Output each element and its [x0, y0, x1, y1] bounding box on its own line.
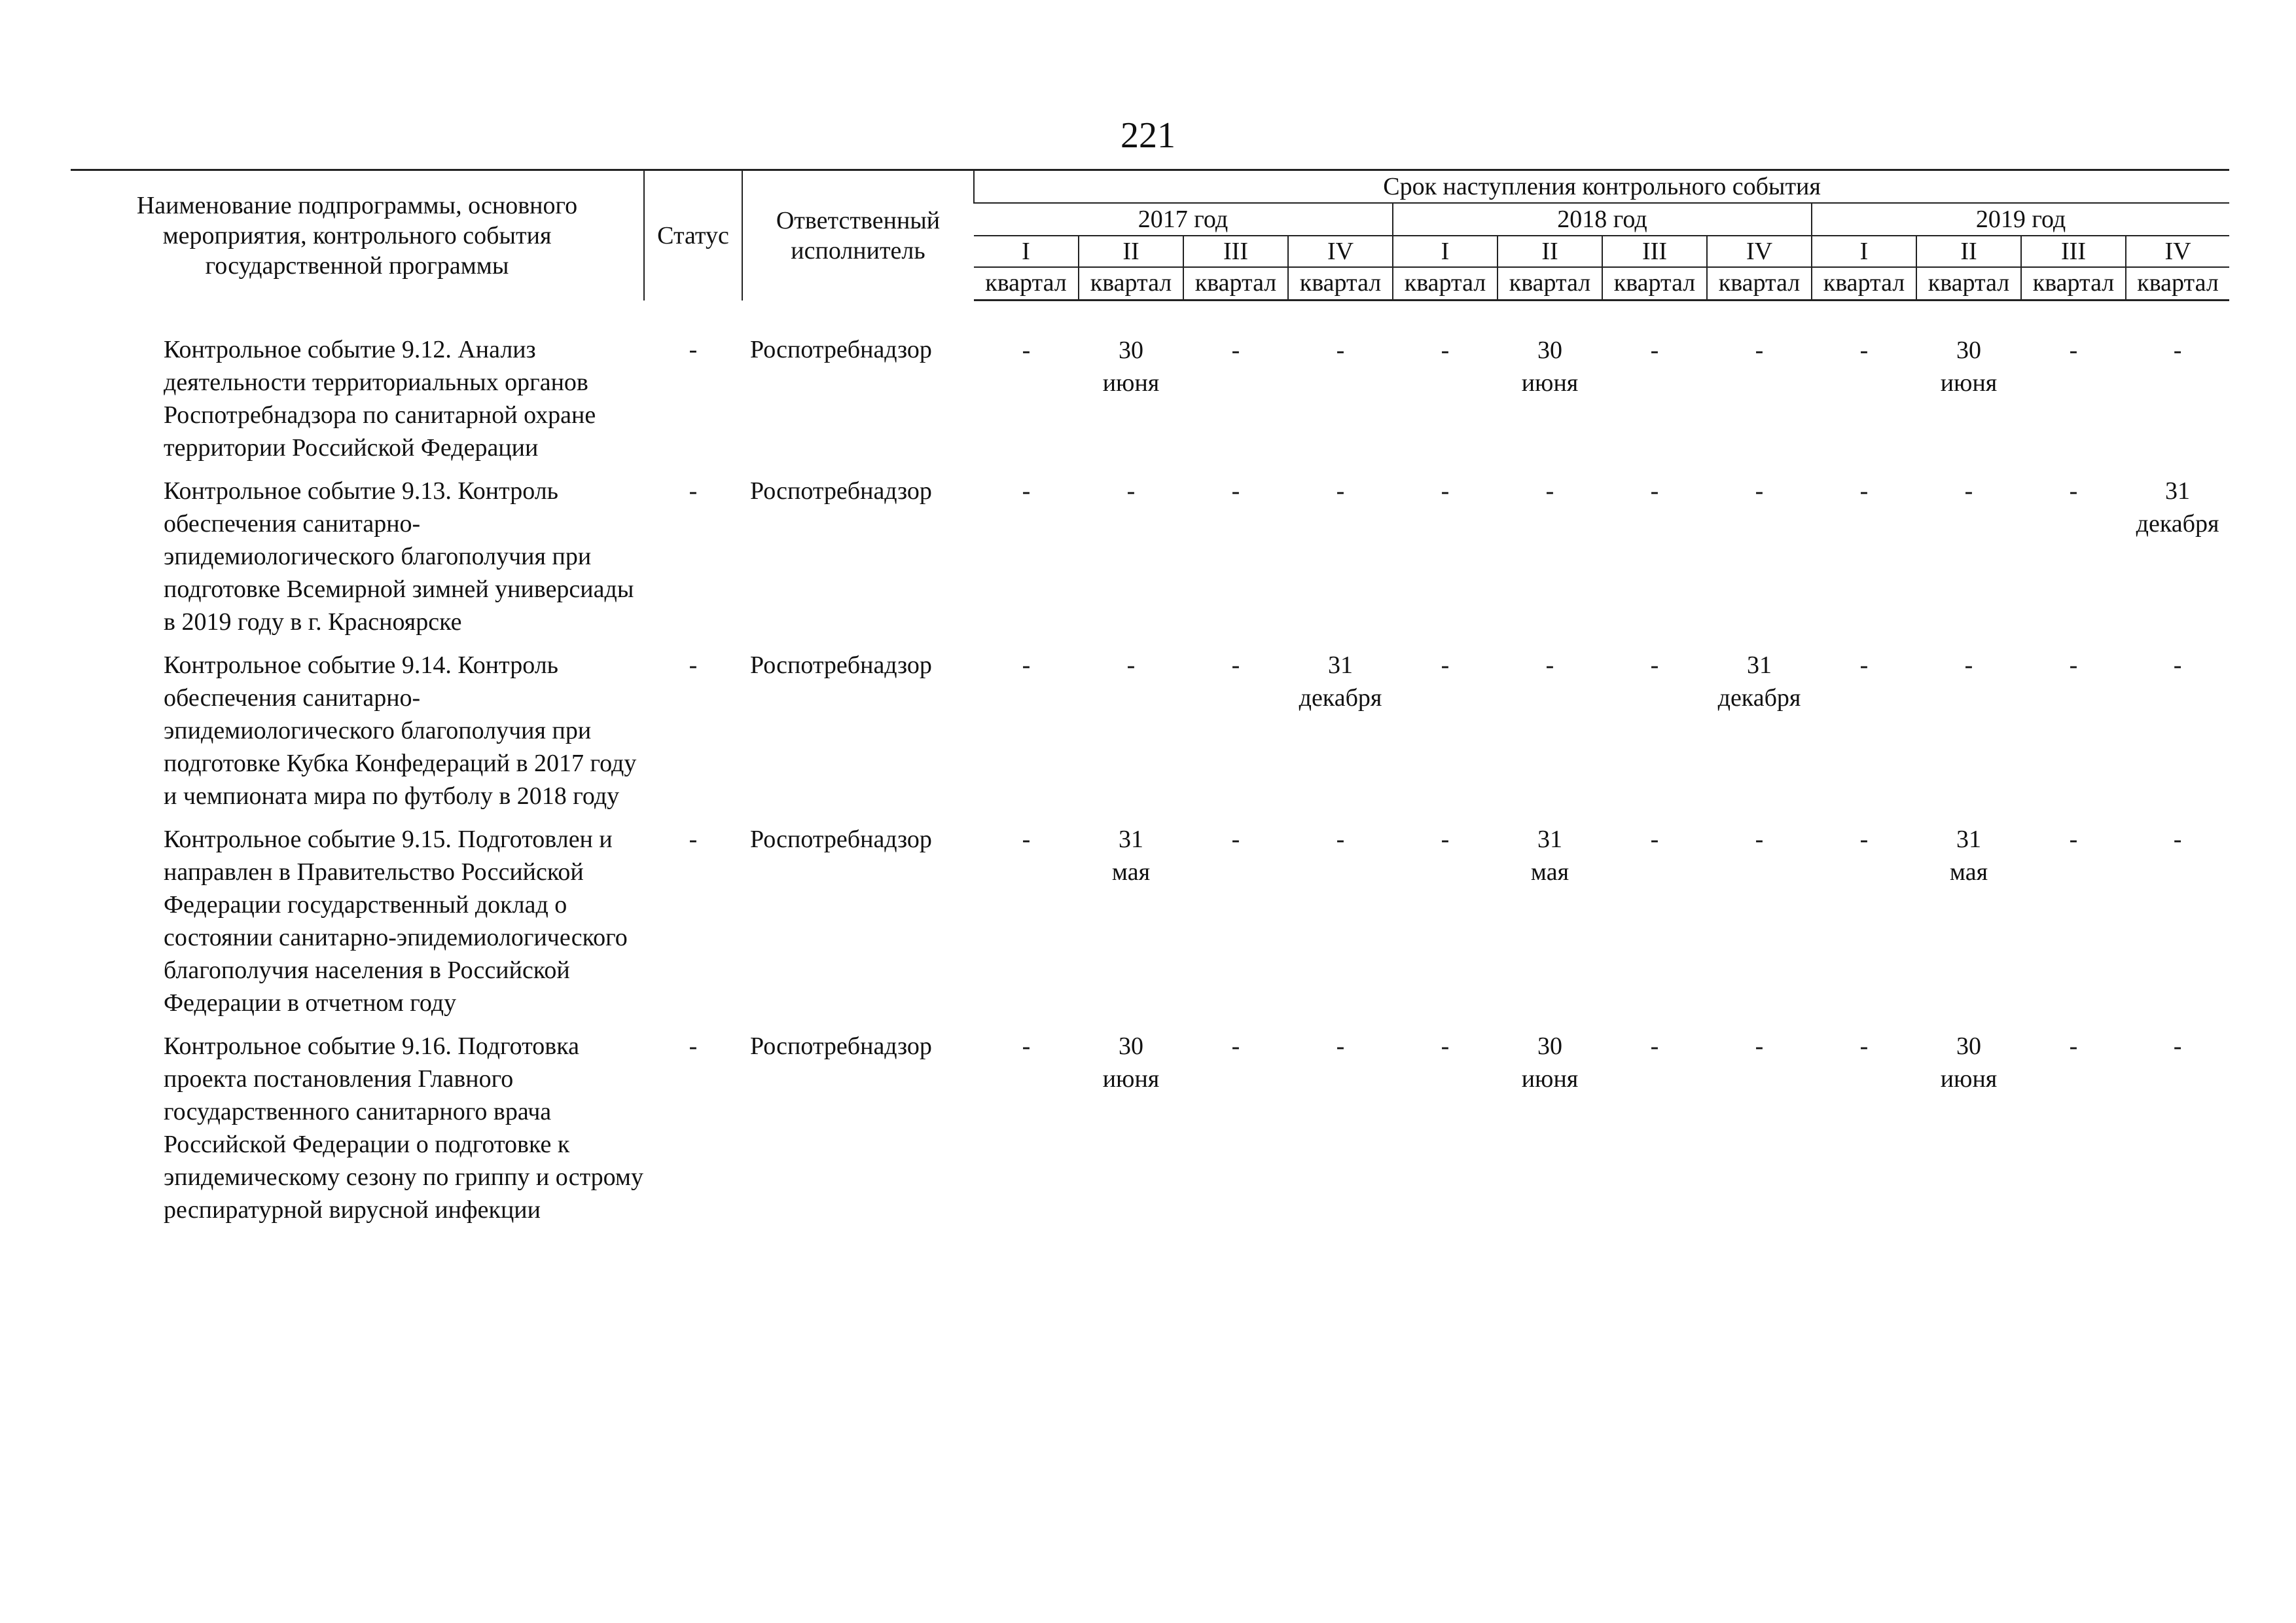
deadline-month: июня	[1102, 369, 1160, 397]
quarter-cell	[1812, 475, 1916, 649]
table-row	[71, 301, 2229, 475]
deadline-month: мая	[1111, 858, 1151, 886]
deadline-month: июня	[1521, 1065, 1579, 1093]
quarter-cell	[1079, 301, 1183, 475]
deadline-value: -	[1126, 651, 1136, 679]
quarter-cell	[974, 823, 1079, 1030]
event-status: -	[689, 477, 698, 505]
quarter-cell	[2021, 823, 2126, 1030]
header-quarter	[1183, 236, 1288, 301]
deadline-value: -	[1650, 477, 1659, 505]
deadline-value: -	[1336, 477, 1345, 505]
deadline-value: -	[2173, 825, 2182, 853]
deadline-value: -	[1441, 651, 1450, 679]
deadline-value: 30	[1956, 337, 1981, 364]
quarter-cell	[1812, 823, 1916, 1030]
quarter-number: II	[1122, 238, 1139, 265]
deadline-value: 31	[2165, 477, 2191, 505]
deadline-value: -	[2069, 337, 2078, 364]
quarter-cell	[974, 301, 1079, 475]
deadline-value: -	[1755, 477, 1764, 505]
deadline-value: -	[1231, 337, 1240, 364]
deadline-value: -	[1441, 1032, 1450, 1060]
quarter-cell	[1183, 823, 1288, 1030]
table-row	[71, 649, 2229, 823]
deadline-value: -	[1231, 477, 1240, 505]
deadline-value: -	[2173, 1032, 2182, 1060]
deadline-value: -	[1022, 337, 1031, 364]
quarter-number: IV	[1327, 238, 1354, 265]
deadline-value: -	[1650, 337, 1659, 364]
quarter-word: квартал	[1289, 266, 1392, 298]
quarter-word: квартал	[1184, 266, 1287, 298]
quarter-cell	[1498, 475, 1602, 649]
deadline-value: -	[1231, 651, 1240, 679]
quarter-cell	[974, 649, 1079, 823]
deadline-value: -	[2069, 477, 2078, 505]
event-status: -	[689, 335, 698, 363]
header-quarter	[1079, 236, 1183, 301]
deadline-value: -	[2173, 651, 2182, 679]
quarter-cell	[1707, 1030, 1812, 1237]
deadline-value: -	[1859, 825, 1869, 853]
quarter-cell	[1602, 823, 1707, 1030]
deadline-value: -	[1755, 337, 1764, 364]
quarter-cell	[1288, 823, 1393, 1030]
deadline-value: -	[1231, 1032, 1240, 1060]
table-header	[71, 170, 2229, 301]
quarter-cell	[2126, 301, 2229, 475]
event-status: -	[689, 1032, 698, 1060]
quarter-cell	[1393, 649, 1498, 823]
event-name: Контрольное событие 9.13. Контроль обеспечения санитарно-эпидемиологического благополучия при подготовке Всемирной зимней универсиады в 2019 году в г. Красноярске	[164, 477, 634, 636]
table-row	[71, 1030, 2229, 1237]
quarter-cell	[2021, 301, 2126, 475]
deadline-month: декабря	[2136, 509, 2219, 538]
quarter-cell	[2021, 649, 2126, 823]
quarter-word: квартал	[1603, 266, 1706, 298]
quarter-cell	[1288, 649, 1393, 823]
deadline-value: -	[1964, 651, 1973, 679]
deadline-value: -	[1859, 477, 1869, 505]
quarter-cell	[1916, 649, 2021, 823]
quarter-number: I	[1441, 238, 1450, 265]
quarter-cell	[2126, 1030, 2229, 1237]
event-name: Контрольное событие 9.15. Подготовлен и направлен в Правительство Российской Федерации государственный доклад о состоянии санитарно-эпидемиологического благополучия населения в Российской Федерации в отчетном году	[164, 825, 628, 1017]
quarter-cell	[1393, 823, 1498, 1030]
deadline-value: -	[2069, 1032, 2078, 1060]
quarter-cell	[1916, 301, 2021, 475]
deadline-value: -	[1650, 1032, 1659, 1060]
deadline-month: мая	[1949, 858, 1988, 886]
quarter-cell	[1079, 1030, 1183, 1237]
quarter-cell	[1393, 475, 1498, 649]
deadline-value: -	[1650, 651, 1659, 679]
quarter-cell	[1602, 1030, 1707, 1237]
quarter-cell	[1498, 649, 1602, 823]
deadline-value: -	[1336, 825, 1345, 853]
header-executor: Ответственный исполнитель	[742, 170, 974, 301]
quarter-cell	[1498, 823, 1602, 1030]
quarter-number: II	[1960, 238, 1977, 265]
quarter-word: квартал	[1917, 266, 2020, 298]
quarter-cell	[1602, 475, 1707, 649]
quarter-cell	[974, 1030, 1079, 1237]
event-status: -	[689, 825, 698, 853]
quarter-cell	[1183, 301, 1288, 475]
quarter-cell	[1498, 301, 1602, 475]
page-number: 221	[1121, 115, 1175, 156]
header-quarter	[1812, 236, 1916, 301]
deadline-value: 31	[1537, 825, 1562, 853]
event-executor: Роспотребнадзор	[750, 825, 932, 853]
quarter-cell	[1079, 649, 1183, 823]
deadline-value: -	[1859, 651, 1869, 679]
deadline-value: -	[2069, 651, 2078, 679]
quarter-word: квартал	[2126, 266, 2229, 298]
quarter-cell	[1288, 475, 1393, 649]
quarter-number: III	[1642, 238, 1667, 265]
table-body	[71, 301, 2229, 1237]
deadline-value: -	[1859, 337, 1869, 364]
quarter-cell	[1498, 1030, 1602, 1237]
quarter-number: II	[1541, 238, 1558, 265]
header-year-2019: 2019 год	[1812, 203, 2229, 236]
quarter-number: III	[1223, 238, 1248, 265]
header-quarter	[2021, 236, 2126, 301]
deadline-value: 30	[1537, 1032, 1562, 1060]
deadline-month: июня	[1940, 1065, 1998, 1093]
deadline-month: июня	[1102, 1065, 1160, 1093]
control-events-table	[71, 169, 2229, 1237]
deadline-value: -	[1022, 477, 1031, 505]
event-status: -	[689, 651, 698, 679]
quarter-cell	[2021, 475, 2126, 649]
quarter-cell	[1812, 649, 1916, 823]
table-row	[71, 475, 2229, 649]
event-name: Контрольное событие 9.16. Подготовка проекта постановления Главного государственного санитарного врача Российской Федерации о подготовке к эпидемическому сезону по гриппу и острому респиратурной вирусной инфекции	[164, 1032, 643, 1224]
quarter-cell	[1812, 1030, 1916, 1237]
deadline-value: 31	[1119, 825, 1143, 853]
event-executor: Роспотребнадзор	[750, 1032, 932, 1060]
quarter-cell	[1288, 301, 1393, 475]
deadline-value: 30	[1119, 1032, 1143, 1060]
deadline-value: -	[1859, 1032, 1869, 1060]
deadline-value: 30	[1537, 337, 1562, 364]
header-quarter	[1602, 236, 1707, 301]
deadline-value: -	[1964, 477, 1973, 505]
quarter-cell	[1393, 1030, 1498, 1237]
deadline-value: -	[2069, 825, 2078, 853]
table-row	[71, 823, 2229, 1030]
quarter-word: квартал	[1079, 266, 1183, 298]
deadline-value: 31	[1747, 651, 1772, 679]
deadline-value: -	[1231, 825, 1240, 853]
quarter-cell	[1183, 475, 1288, 649]
deadline-value: -	[2173, 337, 2182, 364]
deadline-value: -	[1755, 1032, 1764, 1060]
deadline-value: 31	[1328, 651, 1353, 679]
quarter-cell	[2021, 1030, 2126, 1237]
header-status: Статус	[644, 170, 742, 301]
quarter-cell	[2126, 475, 2229, 649]
event-executor: Роспотребнадзор	[750, 335, 932, 363]
event-name: Контрольное событие 9.14. Контроль обеспечения санитарно-эпидемиологического благополучия при подготовке Кубка Конфедераций в 2017 году и чемпионата мира по футболу в 2018 году	[164, 651, 637, 810]
header-quarter	[1916, 236, 2021, 301]
quarter-cell	[1602, 649, 1707, 823]
deadline-month: июня	[1521, 369, 1579, 397]
deadline-month: мая	[1530, 858, 1570, 886]
quarter-cell	[1183, 649, 1288, 823]
quarter-word: квартал	[2022, 266, 2125, 298]
quarter-cell	[1707, 301, 1812, 475]
event-executor: Роспотребнадзор	[750, 651, 932, 679]
quarter-cell	[1916, 475, 2021, 649]
quarter-word: квартал	[1498, 266, 1602, 298]
quarter-cell	[2126, 649, 2229, 823]
deadline-value: -	[1126, 477, 1136, 505]
header-quarter	[2126, 236, 2229, 301]
quarter-cell	[1916, 823, 2021, 1030]
quarter-cell	[1812, 301, 1916, 475]
deadline-value: -	[1441, 825, 1450, 853]
deadline-value: -	[1650, 825, 1659, 853]
header-deadline: Срок наступления контрольного события	[974, 170, 2229, 204]
quarter-cell	[1288, 1030, 1393, 1237]
event-name: Контрольное событие 9.12. Анализ деятельности территориальных органов Роспотребнадзора по санитарной охране территории Российской Федерации	[164, 335, 596, 462]
deadline-value: -	[1336, 1032, 1345, 1060]
header-quarter	[1288, 236, 1393, 301]
header-quarter	[974, 236, 1079, 301]
header-name: Наименование подпрограммы, основного мероприятия, контрольного события государственной программы	[71, 170, 644, 301]
quarter-number: IV	[2164, 238, 2191, 265]
deadline-value: -	[1755, 825, 1764, 853]
quarter-cell	[974, 475, 1079, 649]
quarter-cell	[1079, 475, 1183, 649]
quarter-cell	[1602, 301, 1707, 475]
quarter-cell	[1707, 649, 1812, 823]
deadline-value: -	[1022, 825, 1031, 853]
quarter-number: I	[1859, 238, 1869, 265]
quarter-cell	[2126, 823, 2229, 1030]
quarter-word: квартал	[1393, 266, 1497, 298]
deadline-month: июня	[1940, 369, 1998, 397]
deadline-month: декабря	[1299, 684, 1382, 712]
header-quarter	[1498, 236, 1602, 301]
quarter-word: квартал	[974, 266, 1078, 298]
deadline-value: -	[1022, 1032, 1031, 1060]
quarter-number: I	[1022, 238, 1030, 265]
deadline-value: 31	[1956, 825, 1981, 853]
quarter-cell	[1183, 1030, 1288, 1237]
header-year-2018: 2018 год	[1393, 203, 1812, 236]
quarter-word: квартал	[1708, 266, 1811, 298]
header-quarter	[1393, 236, 1498, 301]
quarter-cell	[1707, 823, 1812, 1030]
deadline-value: -	[1441, 337, 1450, 364]
quarter-number: III	[2061, 238, 2086, 265]
quarter-cell	[1707, 475, 1812, 649]
quarter-number: IV	[1746, 238, 1773, 265]
deadline-value: -	[1022, 651, 1031, 679]
quarter-word: квартал	[1812, 266, 1916, 298]
deadline-value: -	[1441, 477, 1450, 505]
quarter-cell	[1393, 301, 1498, 475]
header-quarter	[1707, 236, 1812, 301]
deadline-value: -	[1545, 651, 1554, 679]
deadline-value: 30	[1119, 337, 1143, 364]
deadline-value: -	[1336, 337, 1345, 364]
event-executor: Роспотребнадзор	[750, 477, 932, 505]
deadline-value: 30	[1956, 1032, 1981, 1060]
header-year-2017: 2017 год	[974, 203, 1393, 236]
quarter-cell	[1916, 1030, 2021, 1237]
deadline-month: декабря	[1717, 684, 1801, 712]
quarter-cell	[1079, 823, 1183, 1030]
deadline-value: -	[1545, 477, 1554, 505]
